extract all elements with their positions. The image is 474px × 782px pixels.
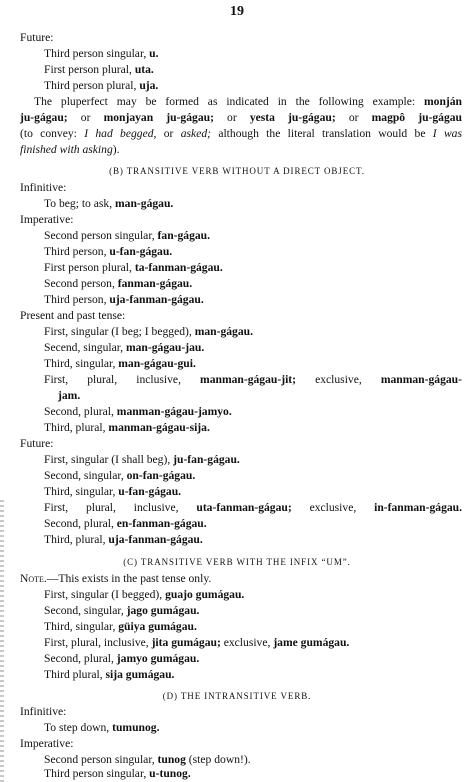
future-b-row: Second, plural, en-fanman-gágau. xyxy=(44,517,207,530)
future-b-heading: Future: xyxy=(20,437,54,450)
future-b-row: Third, plural, uja-fanman-gágau. xyxy=(44,533,203,546)
future-b-row: Third, singular, u-fan-gágau. xyxy=(44,485,182,498)
present-past-row: Secend, singular, man-gágau-jau. xyxy=(44,341,205,354)
um-row: Third, singular, güiya gumágau. xyxy=(44,620,197,633)
pluperfect-line-2: ju-gágau; or monjayan ju-gágau; or yesta ju-gágau; or magpô ju-gágau xyxy=(20,111,463,124)
pluperfect-line-4: finished with asking). xyxy=(20,143,120,156)
infinitive-d-row: To step down, tumunog. xyxy=(44,721,160,734)
present-past-first-plural: First, plural, inclusive, manman-gágau-jit; exclusive, manman-gágau- xyxy=(44,373,462,386)
imperative-d-row: Third person singular, u-tunog. xyxy=(44,767,191,780)
present-past-heading: Present and past tense: xyxy=(20,309,126,322)
present-past-row: Second, plural, manman-gágau-jamyo. xyxy=(44,405,232,418)
future-row: Third person plural, uja. xyxy=(44,79,159,92)
imperative-row: First person plural, ta-fanman-gágau. xyxy=(44,261,223,274)
imperative-row: Second person, fanman-gágau. xyxy=(44,277,193,290)
present-past-row: Third, singular, man-gágau-gui. xyxy=(44,357,196,370)
um-first-plural: First, plural, inclusive, jita gumágau; exclusive, jame gumágau. xyxy=(44,636,350,649)
um-row: Third plural, sija gumágau. xyxy=(44,668,175,681)
imperative-row: Second person singular, fan-gágau. xyxy=(44,229,211,242)
present-past-row: First, singular (I beg; I begged), man-gágau. xyxy=(44,325,254,338)
section-c-heading: (C) TRANSITIVE VERB WITH THE INFIX “UM”. xyxy=(123,557,351,567)
infinitive-row: To beg; to ask, man-gágau. xyxy=(44,197,174,210)
imperative-d-row: Second person singular, tunog (step down!). xyxy=(44,753,251,766)
pluperfect-line-3: (to convey: I had begged, or asked; although the literal translation would be I was xyxy=(20,127,462,140)
present-past-first-plural-cont: jam. xyxy=(58,389,81,402)
future-row: First person plural, uta. xyxy=(44,63,154,76)
um-row: Second, plural, jamyo gumágau. xyxy=(44,652,200,665)
present-past-row: Third, plural, manman-gágau-sija. xyxy=(44,421,210,434)
future-b-row: First, singular (I shall beg), ju-fan-gágau. xyxy=(44,453,240,466)
imperative-row: Third person, uja-fanman-gágau. xyxy=(44,293,204,306)
future-b-row: Second, singular, on-fan-gágau. xyxy=(44,469,196,482)
infinitive-heading: Infinitive: xyxy=(20,181,67,194)
binding-gutter-shadow xyxy=(0,500,4,782)
pluperfect-line-1: The pluperfect may be formed as indicated in the following example: monján xyxy=(34,95,462,108)
section-b-heading: (B) TRANSITIVE VERB WITHOUT A DIRECT OBJECT. xyxy=(109,166,365,176)
future-row: Third person singular, u. xyxy=(44,47,159,60)
future-b-first-plural: First, plural, inclusive, uta-fanman-gágau; exclusive, in-fanman-gágau. xyxy=(44,501,463,514)
um-row: First, singular (I begged), guajo gumágau. xyxy=(44,588,245,601)
section-d-heading: (D) THE INTRANSITIVE VERB. xyxy=(162,691,312,701)
future-heading: Future: xyxy=(20,31,54,44)
page-number: 19 xyxy=(230,4,244,19)
note-line: Note.—This exists in the past tense only. xyxy=(20,572,212,585)
imperative-d-heading: Imperative: xyxy=(20,737,74,750)
imperative-heading: Imperative: xyxy=(20,213,74,226)
imperative-row: Third person, u-fan-gágau. xyxy=(44,245,173,258)
um-row: Second, singular, jago gumágau. xyxy=(44,604,200,617)
infinitive-d-heading: Infinitive: xyxy=(20,705,67,718)
